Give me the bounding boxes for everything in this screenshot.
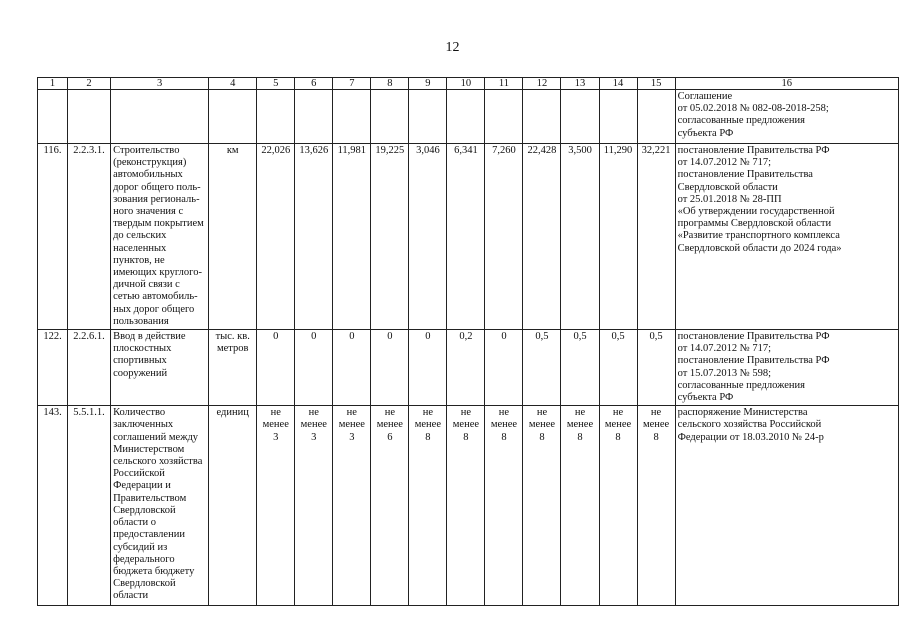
row-code-cell: 2.2.6.1. <box>68 330 111 406</box>
value-cell: не менее 8 <box>485 406 523 606</box>
header-cell: 8 <box>371 78 409 90</box>
value-cell: не менее 8 <box>561 406 599 606</box>
data-table <box>37 77 899 606</box>
value-cell: 13,626 <box>295 144 333 330</box>
header-cell: 15 <box>637 78 675 90</box>
value-cell: 3,046 <box>409 144 447 330</box>
value-cell: не менее 8 <box>523 406 561 606</box>
indicator-name-cell: Количество заключенных соглашений между Министерством сельского хозяйства Российской Федерации и Правительством Свердловской области о предоставлении субсидий из федерального бюджета бюджету Свердловской области <box>111 406 209 606</box>
table-row <box>38 330 899 406</box>
header-cell: 14 <box>599 78 637 90</box>
header-cell: 10 <box>447 78 485 90</box>
legal-basis-cell: Соглашение от 05.02.2018 № 082-08-2018-258; согласованные предложения субъекта РФ <box>675 90 898 144</box>
value-cell: не менее 6 <box>371 406 409 606</box>
page-number: 12 <box>445 40 460 55</box>
value-cell: 22,428 <box>523 144 561 330</box>
value-cell: 22,026 <box>257 144 295 330</box>
row-number-cell: 116. <box>38 144 68 330</box>
row-code-cell: 5.5.1.1. <box>68 406 111 606</box>
value-cell: 0 <box>409 330 447 406</box>
value-cell: 7,260 <box>485 144 523 330</box>
value-cell: не менее 8 <box>447 406 485 606</box>
header-cell: 11 <box>485 78 523 90</box>
header-cell: 7 <box>333 78 371 90</box>
value-cell: 0,2 <box>447 330 485 406</box>
legal-basis-cell: постановление Правительства РФ от 14.07.2012 № 717; постановление Правительства РФ от 15.07.2013 № 598; согласованные предложения субъекта РФ <box>675 330 898 406</box>
header-cell: 6 <box>295 78 333 90</box>
header-cell: 13 <box>561 78 599 90</box>
value-cell: 11,290 <box>599 144 637 330</box>
row-code-cell: 2.2.3.1. <box>68 144 111 330</box>
value-cell: 0 <box>333 330 371 406</box>
unit-cell: единиц <box>209 406 257 606</box>
indicator-name-cell: Строительство (реконструкция) автомобильных дорог общего поль- зования региональ- ного значения с твердым покрытием до сельских населенных пунктов, не имеющих круглого- дичной связи с сетью автомобиль- ных дорог общего пользования <box>111 144 209 330</box>
header-cell: 3 <box>111 78 209 90</box>
unit-cell: км <box>209 144 257 330</box>
value-cell: не менее 8 <box>637 406 675 606</box>
value-cell: 0,5 <box>523 330 561 406</box>
header-cell: 12 <box>523 78 561 90</box>
value-cell: 0 <box>257 330 295 406</box>
value-cell: не менее 3 <box>333 406 371 606</box>
value-cell: 0 <box>295 330 333 406</box>
row-number-cell: 122. <box>38 330 68 406</box>
value-cell: 0 <box>371 330 409 406</box>
indicator-name-cell: Ввод в действие плоскостных спортивных сооружений <box>111 330 209 406</box>
header-cell: 5 <box>257 78 295 90</box>
value-cell: 6,341 <box>447 144 485 330</box>
value-cell: не менее 8 <box>409 406 447 606</box>
value-cell: 19,225 <box>371 144 409 330</box>
value-cell: 32,221 <box>637 144 675 330</box>
value-cell: 0 <box>485 330 523 406</box>
row-number-cell: 143. <box>38 406 68 606</box>
legal-basis-cell: распоряжение Министерства сельского хозяйства Российской Федерации от 18.03.2010 № 24-р <box>675 406 898 606</box>
value-cell: 11,981 <box>333 144 371 330</box>
header-cell: 16 <box>675 78 898 90</box>
unit-cell: тыс. кв. метров <box>209 330 257 406</box>
header-cell: 4 <box>209 78 257 90</box>
value-cell: не менее 3 <box>295 406 333 606</box>
value-cell: 0,5 <box>561 330 599 406</box>
continuation-row <box>38 90 899 144</box>
header-cell: 2 <box>68 78 111 90</box>
header-row <box>38 78 899 90</box>
header-cell: 9 <box>409 78 447 90</box>
value-cell: 3,500 <box>561 144 599 330</box>
table-row <box>38 406 899 606</box>
header-cell: 1 <box>38 78 68 90</box>
value-cell: не менее 8 <box>599 406 637 606</box>
table-row <box>38 144 899 330</box>
value-cell: не менее 3 <box>257 406 295 606</box>
legal-basis-cell: постановление Правительства РФ от 14.07.2012 № 717; постановление Правительства Свердловской области от 25.01.2018 № 28-ПП «Об утверждении государственной программы Свердловской области «Развитие транспортного комплекса Свердловской области до 2024 года» <box>675 144 898 330</box>
value-cell: 0,5 <box>637 330 675 406</box>
value-cell: 0,5 <box>599 330 637 406</box>
